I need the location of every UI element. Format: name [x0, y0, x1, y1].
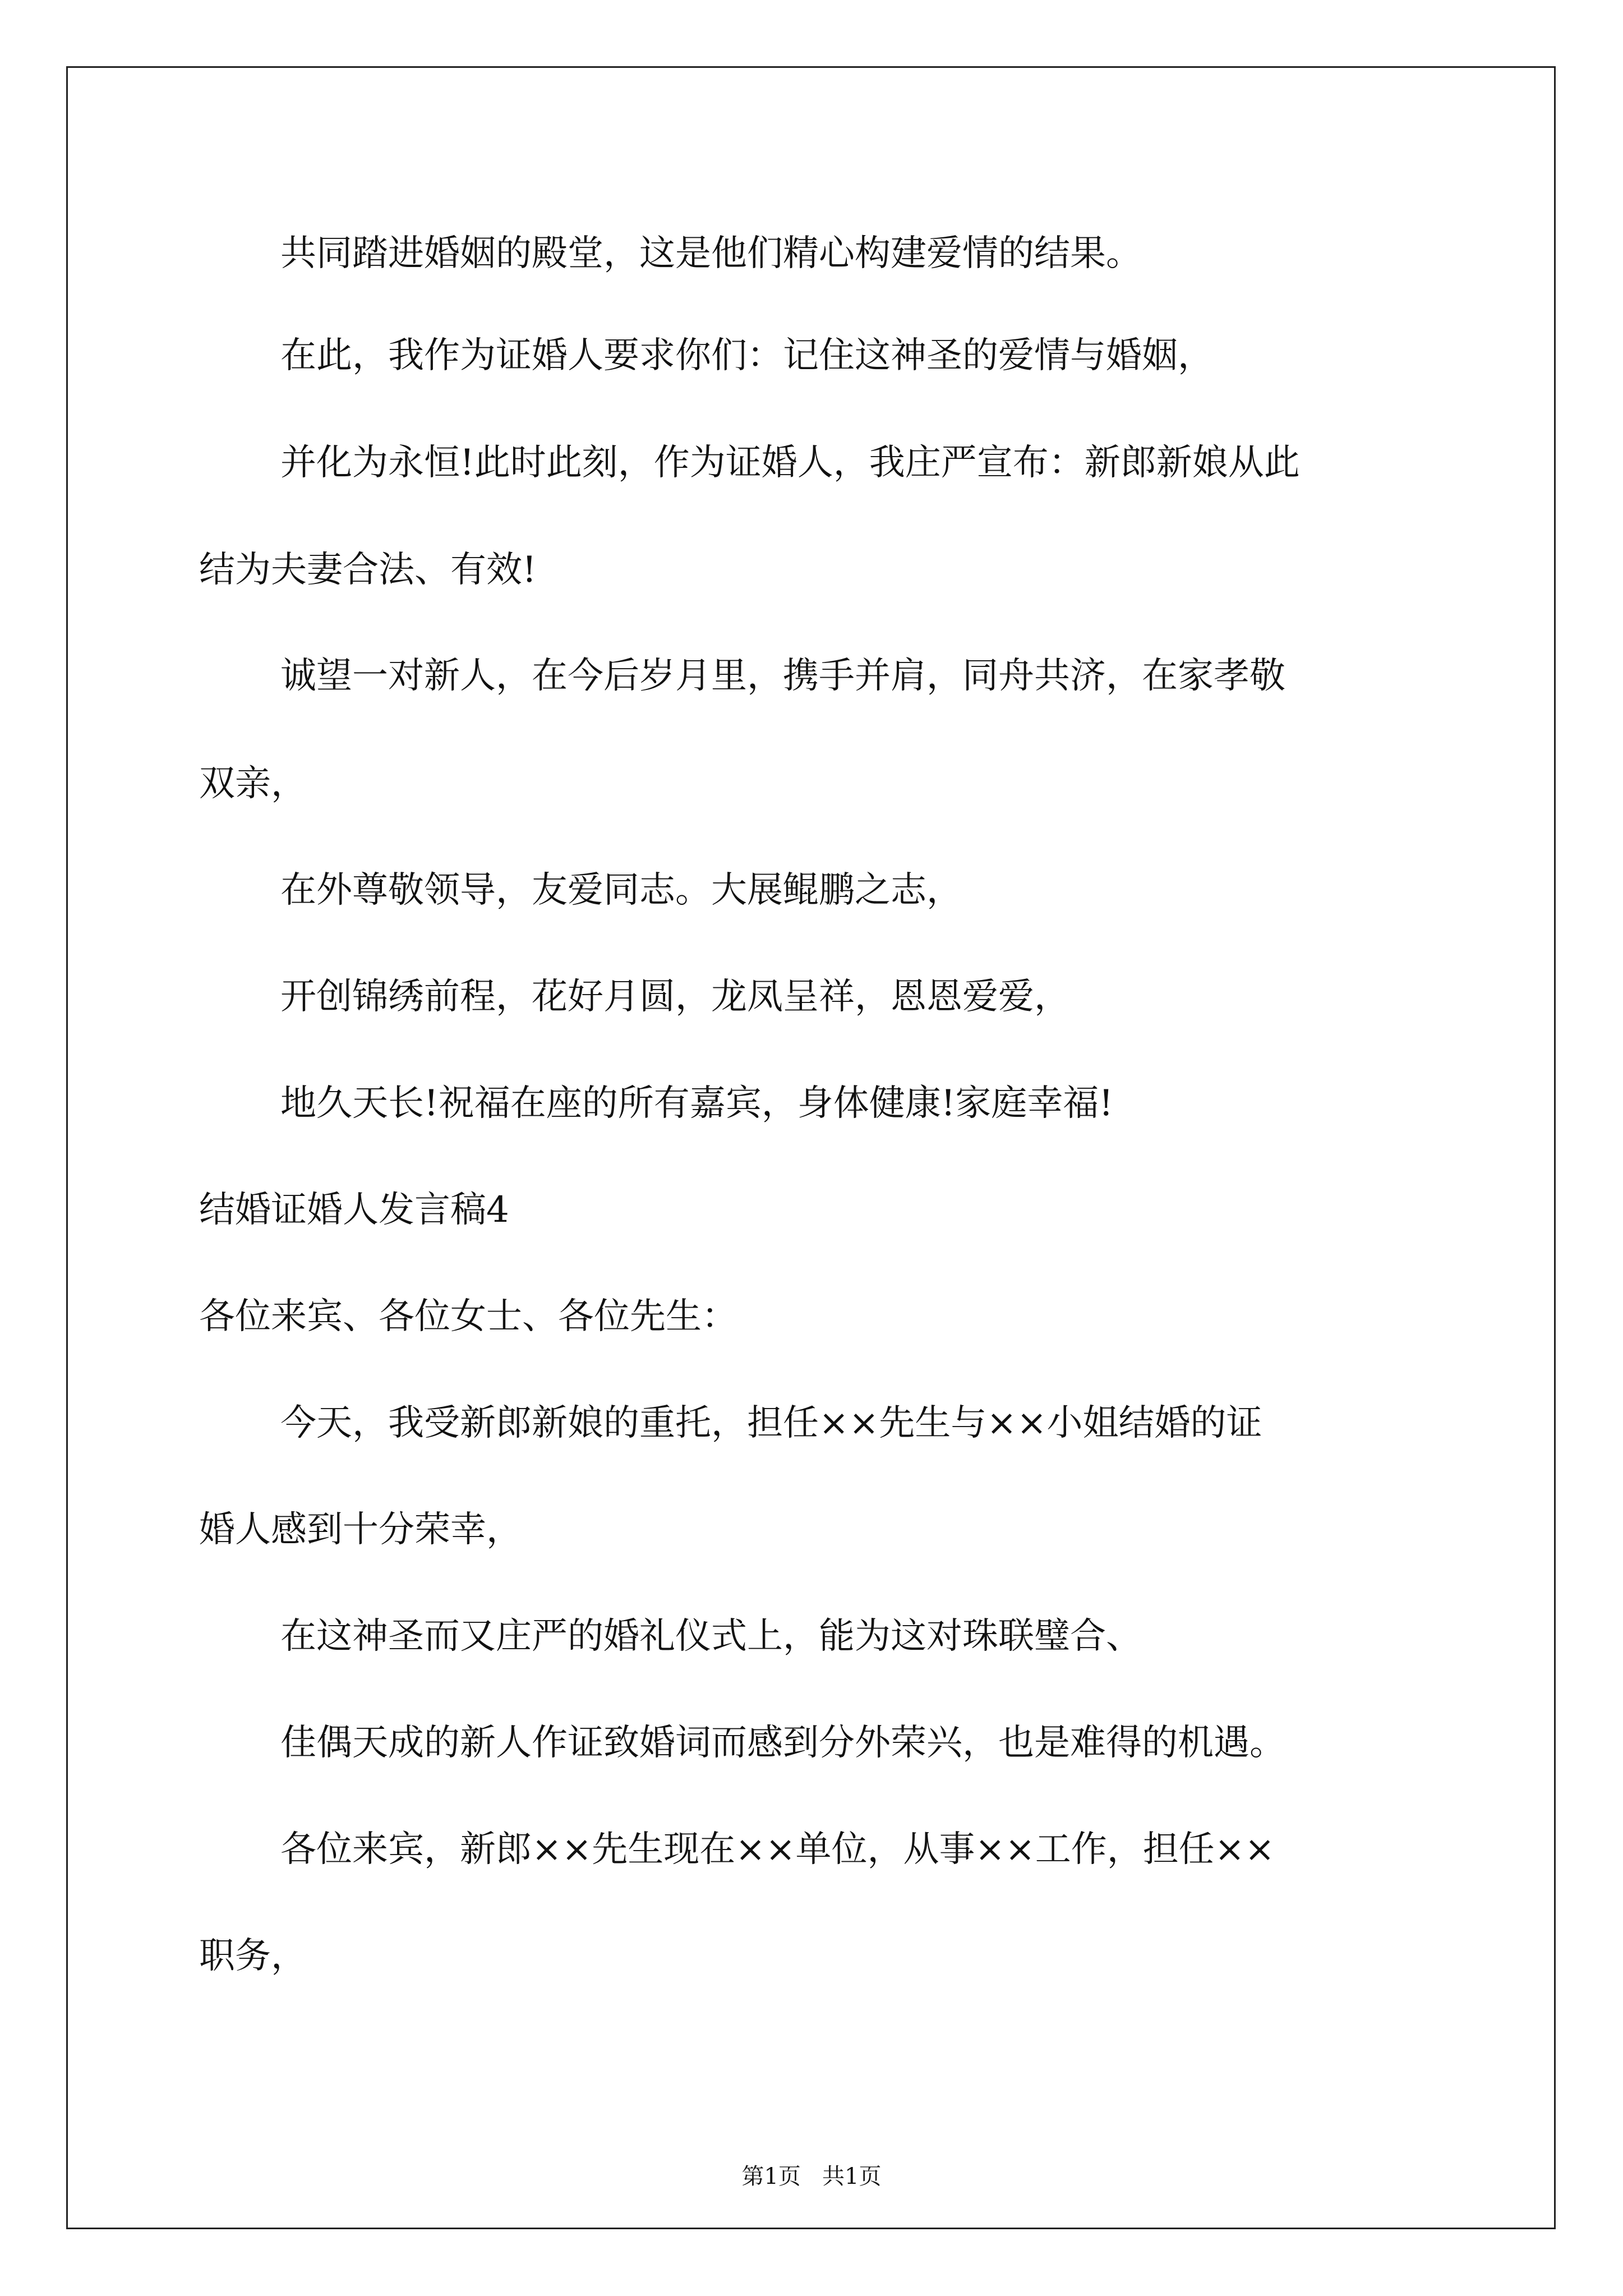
paragraph-line: 开创锦绣前程，花好月圆，龙凤呈祥，恩恩爱爱， [280, 976, 1070, 1018]
salutation-line: 各位来宾、各位女士、各位先生： [199, 1296, 737, 1337]
paragraph-line: 结为夫妻合法、有效! [199, 549, 537, 591]
paragraph-line: 婚人感到十分荣幸， [199, 1509, 522, 1550]
paragraph-line: 在外尊敬领导，友爱同志。大展鲲鹏之志， [280, 869, 962, 911]
paragraph-line: 诚望一对新人，在今后岁月里，携手并肩，同舟共济，在家孝敬 [280, 655, 1285, 697]
section-heading: 结婚证婚人发言稿4 [199, 1189, 509, 1231]
paragraph-line: 双亲， [199, 763, 307, 804]
paragraph-line: 在此，我作为证婚人要求你们：记住这神圣的爱情与婚姻， [280, 335, 1214, 376]
page-footer: 第1页 共1页 [741, 2164, 882, 2189]
paragraph-line: 各位来宾，新郎××先生现在××单位，从事××工作，担任×× [280, 1829, 1275, 1870]
paragraph-line: 职务， [199, 1935, 307, 1977]
paragraph-line: 在这神圣而又庄严的婚礼仪式上，能为这对珠联璧合、 [280, 1616, 1142, 1657]
paragraph-line: 佳偶天成的新人作证致婚词而感到分外荣兴，也是难得的机遇。 [280, 1722, 1285, 1764]
paragraph-line: 共同踏进婚姻的殿堂，这是他们精心构建爱情的结果。 [280, 233, 1142, 274]
paragraph-line: 今天，我受新郎新娘的重托，担任××先生与××小姐结婚的证 [280, 1402, 1262, 1444]
paragraph-line: 并化为永恒!此时此刻，作为证婚人，我庄严宣布：新郎新娘从此 [280, 442, 1300, 484]
paragraph-line: 地久天长!祝福在座的所有嘉宾，身体健康!家庭幸福! [280, 1083, 1114, 1124]
page-border [66, 66, 1556, 2229]
